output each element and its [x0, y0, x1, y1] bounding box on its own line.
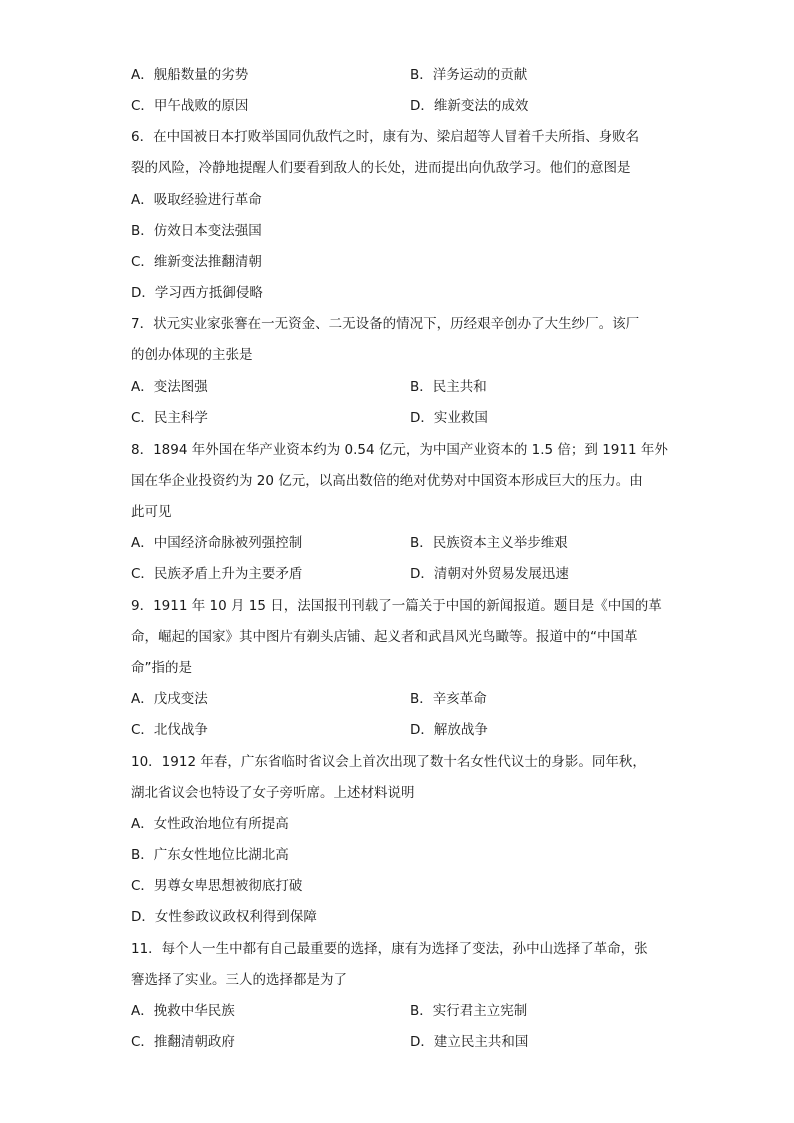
- q7-stem-line2: 的创办体现的主张是: [131, 347, 253, 363]
- q8-option-b: B．民族资本主义举步维艰: [410, 535, 568, 551]
- q9-option-a: A．戊戌变法: [131, 691, 208, 707]
- q6-option-c: C．维新变法推翻清朝: [131, 254, 262, 270]
- q7-option-a: A．变法图强: [131, 379, 208, 395]
- q8-option-d: D．清朝对外贸易发展迅速: [410, 566, 569, 582]
- q6-option-b: B．仿效日本变法强国: [131, 223, 262, 239]
- q11-stem-line1: 11．每个人一生中都有自己最重要的选择，康有为选择了变法，孙中山选择了革命，张: [131, 941, 648, 957]
- q9-option-b: B．辛亥革命: [410, 691, 487, 707]
- q10-option-d: D．女性参政议政权利得到保障: [131, 909, 317, 925]
- q5-option-c: C．甲午战败的原因: [131, 98, 249, 114]
- q5-option-a: A．舰船数量的劣势: [131, 67, 249, 83]
- q8-option-a: A．中国经济命脉被列强控制: [131, 535, 303, 551]
- q7-option-d: D．实业救国: [410, 410, 488, 426]
- q6-option-a: A．吸取经验进行革命: [131, 192, 262, 208]
- q7-stem-line1: 7．状元实业家张謇在一无资金、二无设备的情况下，历经艰辛创办了大生纱厂。该厂: [131, 316, 640, 332]
- q9-option-c: C．北伐战争: [131, 722, 208, 738]
- q9-stem-line3: 命”指的是: [131, 660, 192, 676]
- q11-option-b: B．实行君主立宪制: [410, 1003, 528, 1019]
- q9-stem-line2: 命，崛起的国家》其中图片有剃头店铺、起义者和武昌风光鸟瞰等。报道中的“中国革: [131, 629, 638, 645]
- q7-option-b: B．民主共和: [410, 379, 487, 395]
- q11-option-d: D．建立民主共和国: [410, 1034, 529, 1050]
- q10-stem-line2: 湖北省议会也特设了女子旁听席。上述材料说明: [131, 785, 415, 801]
- q11-option-c: C．推翻清朝政府: [131, 1034, 235, 1050]
- q9-option-d: D．解放战争: [410, 722, 488, 738]
- q5-option-d: D．维新变法的成效: [410, 98, 529, 114]
- q9-stem-line1: 9．1911 年 10 月 15 日，法国报刊刊载了一篇关于中国的新闻报道。题目是《中国的革: [131, 598, 662, 614]
- q7-option-c: C．民主科学: [131, 410, 208, 426]
- q10-option-c: C．男尊女卑思想被彻底打破: [131, 878, 303, 894]
- q6-stem-line1: 6．在中国被日本打败举国同仇敌忾之时，康有为、梁启超等人冒着千夫所指、身败名: [131, 129, 640, 145]
- q11-option-a: A．挽救中华民族: [131, 1003, 235, 1019]
- q8-stem-line3: 此可见: [131, 504, 172, 520]
- q11-stem-line2: 謇选择了实业。三人的选择都是为了: [131, 972, 347, 988]
- q10-option-b: B．广东女性地位比湖北高: [131, 847, 289, 863]
- q8-option-c: C．民族矛盾上升为主要矛盾: [131, 566, 303, 582]
- q6-stem-line2: 裂的风险，冷静地提醒人们要看到敌人的长处，进而提出向仇敌学习。他们的意图是: [131, 160, 631, 176]
- q6-option-d: D．学习西方抵御侵略: [131, 285, 263, 301]
- q10-stem-line1: 10．1912 年春，广东省临时省议会上首次出现了数十名女性代议士的身影。同年秋，: [131, 754, 646, 770]
- q5-option-b: B．洋务运动的贡献: [410, 67, 528, 83]
- q8-stem-line2: 国在华企业投资约为 20 亿元，以高出数倍的绝对优势对中国资本形成巨大的压力。由: [131, 473, 643, 489]
- q8-stem-line1: 8．1894 年外国在华产业资本约为 0.54 亿元，为中国产业资本的 1.5 倍；到 1911 年外: [131, 442, 668, 458]
- q10-option-a: A．女性政治地位有所提高: [131, 816, 289, 832]
